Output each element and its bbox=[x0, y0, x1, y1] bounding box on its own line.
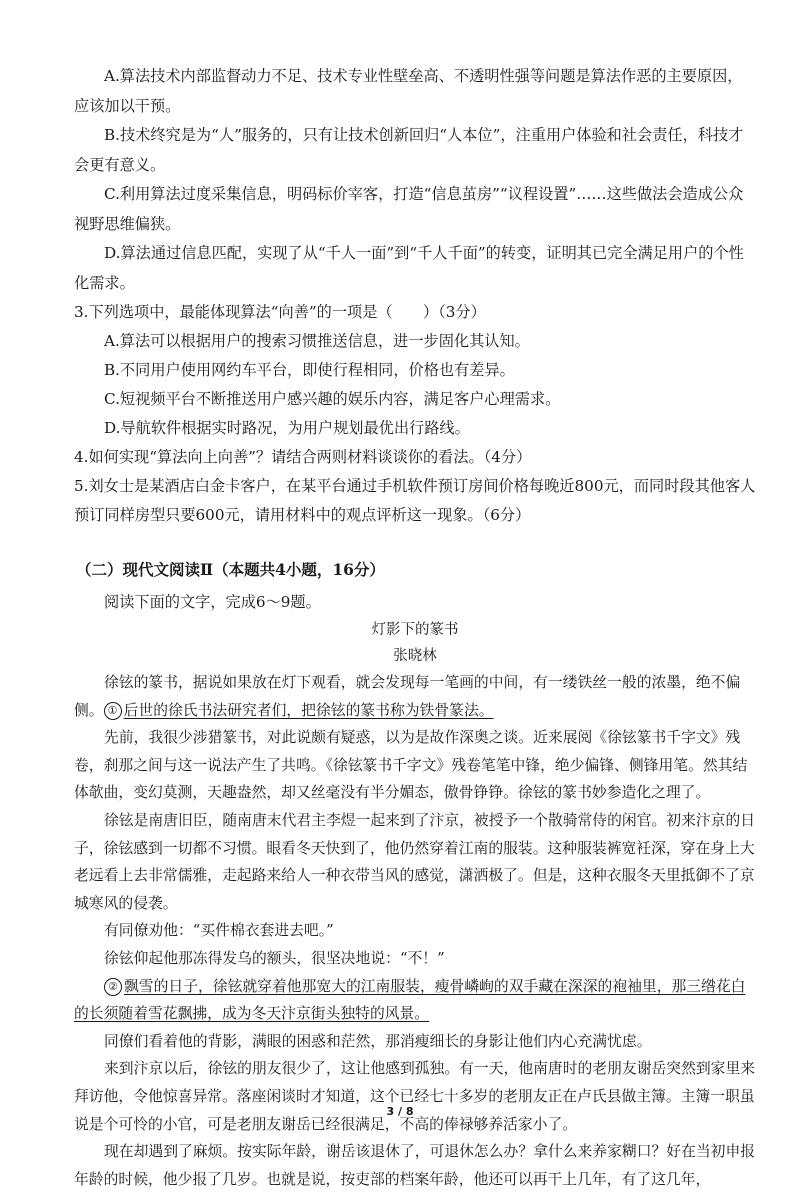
essay-paragraph-8: 来到汴京以后，徐铉的朋友很少了，这让他感到孤独。有一天，他南唐时的老朋友谢岳突然到家里来拜访他，令他惊喜异常。落座闲谈时才知道，这个已经七十多岁的老朋友正在卢氏县做主簿。主簿一职虽说是个可怜的小官，可是老朋友谢岳已经很满足，不高的俸禄够养活家小了。 bbox=[74, 1060, 756, 1133]
q5-stem: 5.刘女士是某酒店白金卡客户，在某平台通过手机软件预订房间价格每晚近800元，而同时段其他客人预订同样房型只要600元，请用材料中的观点评析这一现象。（6分） bbox=[74, 477, 756, 524]
essay-paragraph-1 bbox=[74, 669, 756, 724]
q3-option-d: D.导航软件根据实时路况，为用户规划最优出行路线。 bbox=[104, 419, 470, 437]
essay-paragraph-9: 现在却遇到了麻烦。按实际年龄，谢岳该退休了，可退休怎么办？拿什么来养家糊口？好在当初申报年龄的时候，他少报了几岁。也就是说，按吏部的档案年龄，他还可以再干上几年，有了这几年， bbox=[74, 1143, 756, 1188]
essay-paragraph-5: 徐铉仰起他那冻得发乌的额头，很坚决地说：“不！” bbox=[104, 949, 445, 967]
essay-paragraph-2: 先前，我很少涉猎篆书，对此说颇有疑惑，以为是故作深奥之谈。近来展阅《徐铉篆书千字文》残卷，刹那之间与这一说法产生了共鸣。《徐铉篆书千字文》残卷笔笔中锋，绝少偏锋、侧锋用笔。然其结体欹曲，变幻莫测，天趣盎然，却又丝毫没有半分媚态，傲骨铮铮。徐铉的篆书妙参造化之理了。 bbox=[74, 729, 748, 802]
essay-paragraph-4: 有同僚劝他：“买件棉衣套进去吧。” bbox=[104, 922, 334, 940]
q2-option-b: B.技术终究是为“人”服务的，只有让技术创新回归“人本位”，注重用户体验和社会责任，科技才会更有意义。 bbox=[74, 126, 744, 174]
section-heading: （二）现代文阅读Ⅱ（本题共4小题，16分） bbox=[76, 560, 385, 579]
q3-option-c: C.短视频平台不断推送用户感兴趣的娱乐内容，满足客户心理需求。 bbox=[104, 390, 561, 408]
essay-title: 灯影下的篆书 bbox=[371, 622, 459, 638]
q3-stem: 3.下列选项中，最能体现算法“向善”的一项是（ ）（3分） bbox=[74, 303, 486, 321]
q2-option-c: C.利用算法过度采集信息，明码标价宰客，打造“信息茧房”“议程设置”……这些做法会造成公众视野思维偏狭。 bbox=[74, 185, 744, 233]
essay-author: 张晓林 bbox=[393, 648, 437, 664]
q2-option-a: A.算法技术内部监督动力不足、技术专业性壁垒高、不透明性强等问题是算法作恶的主要原因，应该加以干预。 bbox=[74, 67, 743, 115]
q2-option-d: D.算法通过信息匹配，实现了从“千人一面”到“千人千面”的转变，证明其已完全满足用户的个性化需求。 bbox=[74, 244, 744, 292]
marker-2: ② bbox=[104, 978, 122, 996]
page-number: 3 / 8 bbox=[386, 1105, 414, 1118]
underlined-sentence-2: 飘雪的日子，徐铉就穿着他那宽大的江南服装，瘦骨嶙峋的双手藏在深深的袍袖里，那三绺花白的长须随着雪花飘拂，成为冬天汴京街头独特的风景。 bbox=[74, 977, 746, 1023]
essay-paragraph-6 bbox=[74, 973, 756, 1028]
q4-stem: 4.如何实现“算法向上向善”？请结合两则材料谈谈你的看法。（4分） bbox=[74, 448, 532, 466]
q3-option-a: A.算法可以根据用户的搜索习惯推送信息，进一步固化其认知。 bbox=[104, 332, 530, 350]
essay-paragraph-7: 同僚们看着他的背影，满眼的困惑和茫然，那消瘦细长的身影让他们内心充满忧虑。 bbox=[104, 1032, 652, 1050]
essay-p1-text: 徐铉的篆书，据说如果放在灯下观看，就会发现每一笔画的中间，有一缕铁丝一般的浓墨，绝不偏侧。 bbox=[74, 674, 741, 719]
q3-option-b: B.不同用户使用网约车平台，即使行程相同，价格也有差异。 bbox=[104, 361, 515, 379]
underlined-sentence-1: 后世的徐氏书法研究者们，把徐铉的篆书称为铁骨篆法。 bbox=[123, 701, 494, 719]
essay-paragraph-3: 徐铉是南唐旧臣，随南唐末代君主李煜一起来到了汴京，被授予一个散骑常侍的闲官。初来汴京的日子，徐铉感到一切都不习惯。眼看冬天快到了，他仍然穿着江南的服装。这种服装裤宽衽深，穿在身上大老远看上去非常儒雅，走起路来给人一种衣带当风的感觉，潇洒极了。但是，这种衣服冬天里抵御不了京城寒风的侵袭。 bbox=[74, 811, 756, 912]
section-instruction: 阅读下面的文字，完成6～9题。 bbox=[104, 593, 321, 611]
marker-1: ① bbox=[104, 702, 122, 720]
